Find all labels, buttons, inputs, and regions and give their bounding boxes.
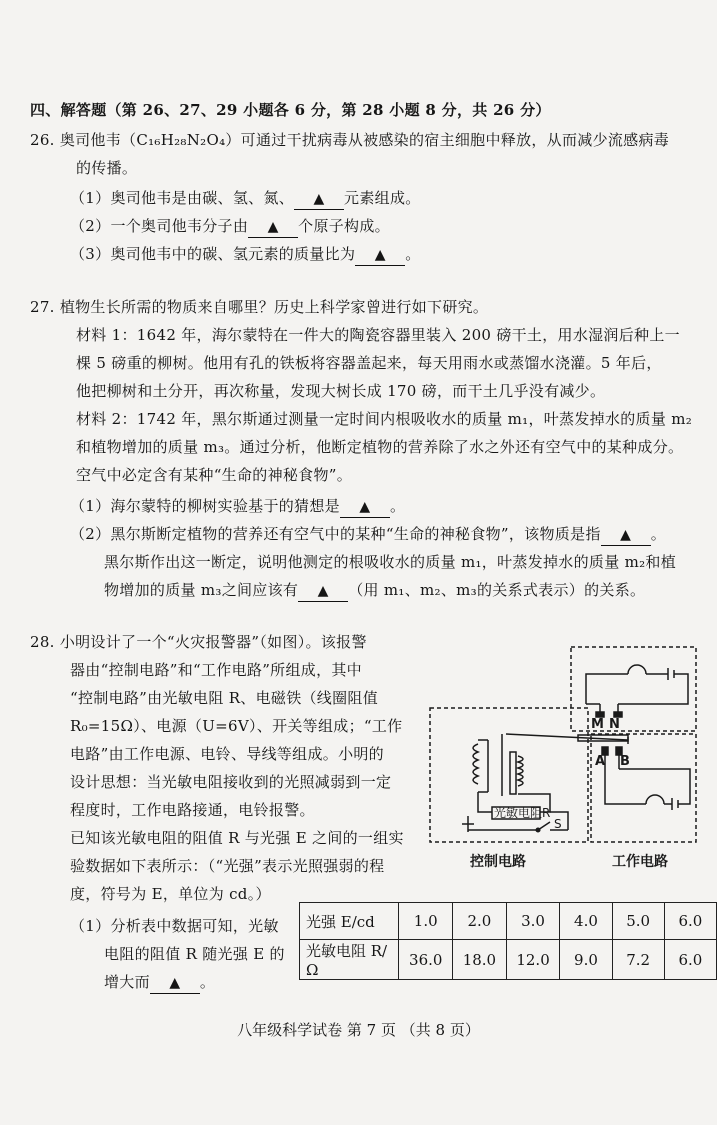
table-cell: 18.0 <box>453 940 507 980</box>
label-b: B <box>620 754 630 769</box>
q27-material1-line2: 棵 5 磅重的柳树。他用有孔的铁板将容器盖起来，每天用雨水或蒸馏水浇灌。5 年后， <box>76 354 662 372</box>
q27-part2-line2: 黑尔斯作出这一断定，说明他测定的根吸收水的质量 m₁，叶蒸发掉水的质量 m₂和植 <box>104 553 677 571</box>
q26-stem-line2: 的传播。 <box>76 159 138 177</box>
table-cell: 3.0 <box>506 903 560 940</box>
q28-line6: 设计思想：当光敏电阻接收到的光照减弱到一定 <box>70 773 392 791</box>
q27-part1: （1）海尔蒙特的柳树实验基于的猜想是 ▲ 。 <box>70 496 405 518</box>
q27-part2-line3: 物增加的质量 m₃之间应该有 ▲ （用 m₁、m₂、m₃的关系式表示）的关系。 <box>104 580 645 602</box>
light-resistance-table <box>299 902 717 980</box>
q28-line10: 度，符号为 E，单位为 cd。） <box>70 885 271 903</box>
answer-blank: ▲ <box>298 580 348 602</box>
caption-control-circuit: 控制电路 <box>470 854 526 870</box>
control-circuit-box <box>430 708 588 842</box>
answer-blank: ▲ <box>294 188 344 210</box>
table-cell: 6.0 <box>664 903 716 940</box>
table-cell: 12.0 <box>506 940 560 980</box>
table-cell: 36.0 <box>399 940 453 980</box>
q27-material2-line3: 空气中必定含有某种“生命的神秘食物”。 <box>76 466 353 484</box>
label-m: M <box>591 717 604 732</box>
section-heading: 四、解答题（第 26、27、29 小题各 6 分，第 28 小题 8 分，共 26 分） <box>30 101 551 119</box>
q27-material2-line2: 和植物增加的质量 m₃。通过分析，他断定植物的营养除了水之外还有空气中的某种成分。 <box>76 438 684 456</box>
table-row <box>300 940 717 980</box>
answer-blank: ▲ <box>150 972 200 994</box>
q26-part3: （3）奥司他韦中的碳、氢元素的质量比为 ▲ 。 <box>70 244 421 266</box>
bell-icon <box>628 665 646 674</box>
q26-stem-line1: 26. 奥司他韦（C₁₆H₂₈N₂O₄）可通过干扰病毒从被感染的宿主细胞中释放，从而减少流感病毒 <box>30 131 670 149</box>
circuit-diagram <box>428 644 700 876</box>
label-switch: S <box>554 817 562 831</box>
answer-blank: ▲ <box>340 496 390 518</box>
q28-part1-line2: 电阻的阻值 R 随光强 E 的 <box>104 945 285 963</box>
answer-blank: ▲ <box>355 244 405 266</box>
answer-blank: ▲ <box>248 216 298 238</box>
label-photoresistor: 光敏电阻R <box>494 806 551 820</box>
work-circuit-box-top <box>571 647 696 731</box>
q27-part2: （2）黑尔斯断定植物的营养还有空气中的某种“生命的神秘食物”，该物质是指 ▲ 。 <box>70 524 666 546</box>
table-cell: 2.0 <box>453 903 507 940</box>
q28-line1: 28. 小明设计了一个“火灾报警器”（如图）。该报警 <box>30 633 367 651</box>
q28-line8: 已知该光敏电阻的阻值 R 与光强 E 之间的一组实 <box>70 829 404 847</box>
q28-line7: 程度时，工作电路接通，电铃报警。 <box>70 801 315 819</box>
q26-part2: （2）一个奥司他韦分子由 ▲ 个原子构成。 <box>70 216 390 238</box>
q28-line4: R₀=15Ω）、电源（U=6V）、开关等组成；“工作 <box>70 717 403 735</box>
table-cell: 6.0 <box>664 940 716 980</box>
q28-line2: 器由“控制电路”和“工作电路”所组成，其中 <box>70 661 362 679</box>
row-header: 光敏电阻 R/Ω <box>300 940 399 980</box>
q27-stem: 27. 植物生长所需的物质来自哪里？历史上科学家曾进行如下研究。 <box>30 298 489 316</box>
page-footer: 八年级科学试卷 第 7 页 （共 8 页） <box>237 1021 480 1039</box>
q27-material2-line1: 材料 2：1742 年，黑尔斯通过测量一定时间内根吸收水的质量 m₁，叶蒸发掉水的质量 m₂ <box>76 410 693 428</box>
bell-icon <box>646 795 664 804</box>
q28-part1-line3: 增大而 ▲ 。 <box>104 972 215 994</box>
q28-line9: 验数据如下表所示：（“光强”表示光照强弱的程 <box>70 857 385 875</box>
q28-line5: 电路”由工作电源、电铃、导线等组成。小明的 <box>70 745 384 763</box>
table-cell: 9.0 <box>560 940 612 980</box>
q28-line3: “控制电路”由光敏电阻 R、电磁铁（线圈阻值 <box>70 689 379 707</box>
row-header: 光强 E/cd <box>300 903 399 940</box>
q27-material1-line1: 材料 1：1642 年，海尔蒙特在一件大的陶瓷容器里装入 200 磅干土，用水湿润后种上一 <box>76 326 680 344</box>
q27-material1-line3: 他把柳树和土分开，再次称量，发现大树长成 170 磅，而干土几乎没有减少。 <box>76 382 606 400</box>
table-cell: 1.0 <box>399 903 453 940</box>
table-cell: 5.0 <box>612 903 664 940</box>
q26-part1: （1）奥司他韦是由碳、氢、氮、 ▲ 元素组成。 <box>70 188 421 210</box>
table-cell: 7.2 <box>612 940 664 980</box>
table-row <box>300 903 717 940</box>
table-cell: 4.0 <box>560 903 612 940</box>
coil-icon <box>473 744 478 784</box>
label-a: A <box>595 754 606 769</box>
label-n: N <box>609 717 620 732</box>
q28-part1-line1: （1）分析表中数据可知，光敏 <box>70 917 279 935</box>
answer-blank: ▲ <box>601 524 651 546</box>
caption-work-circuit: 工作电路 <box>612 854 668 870</box>
